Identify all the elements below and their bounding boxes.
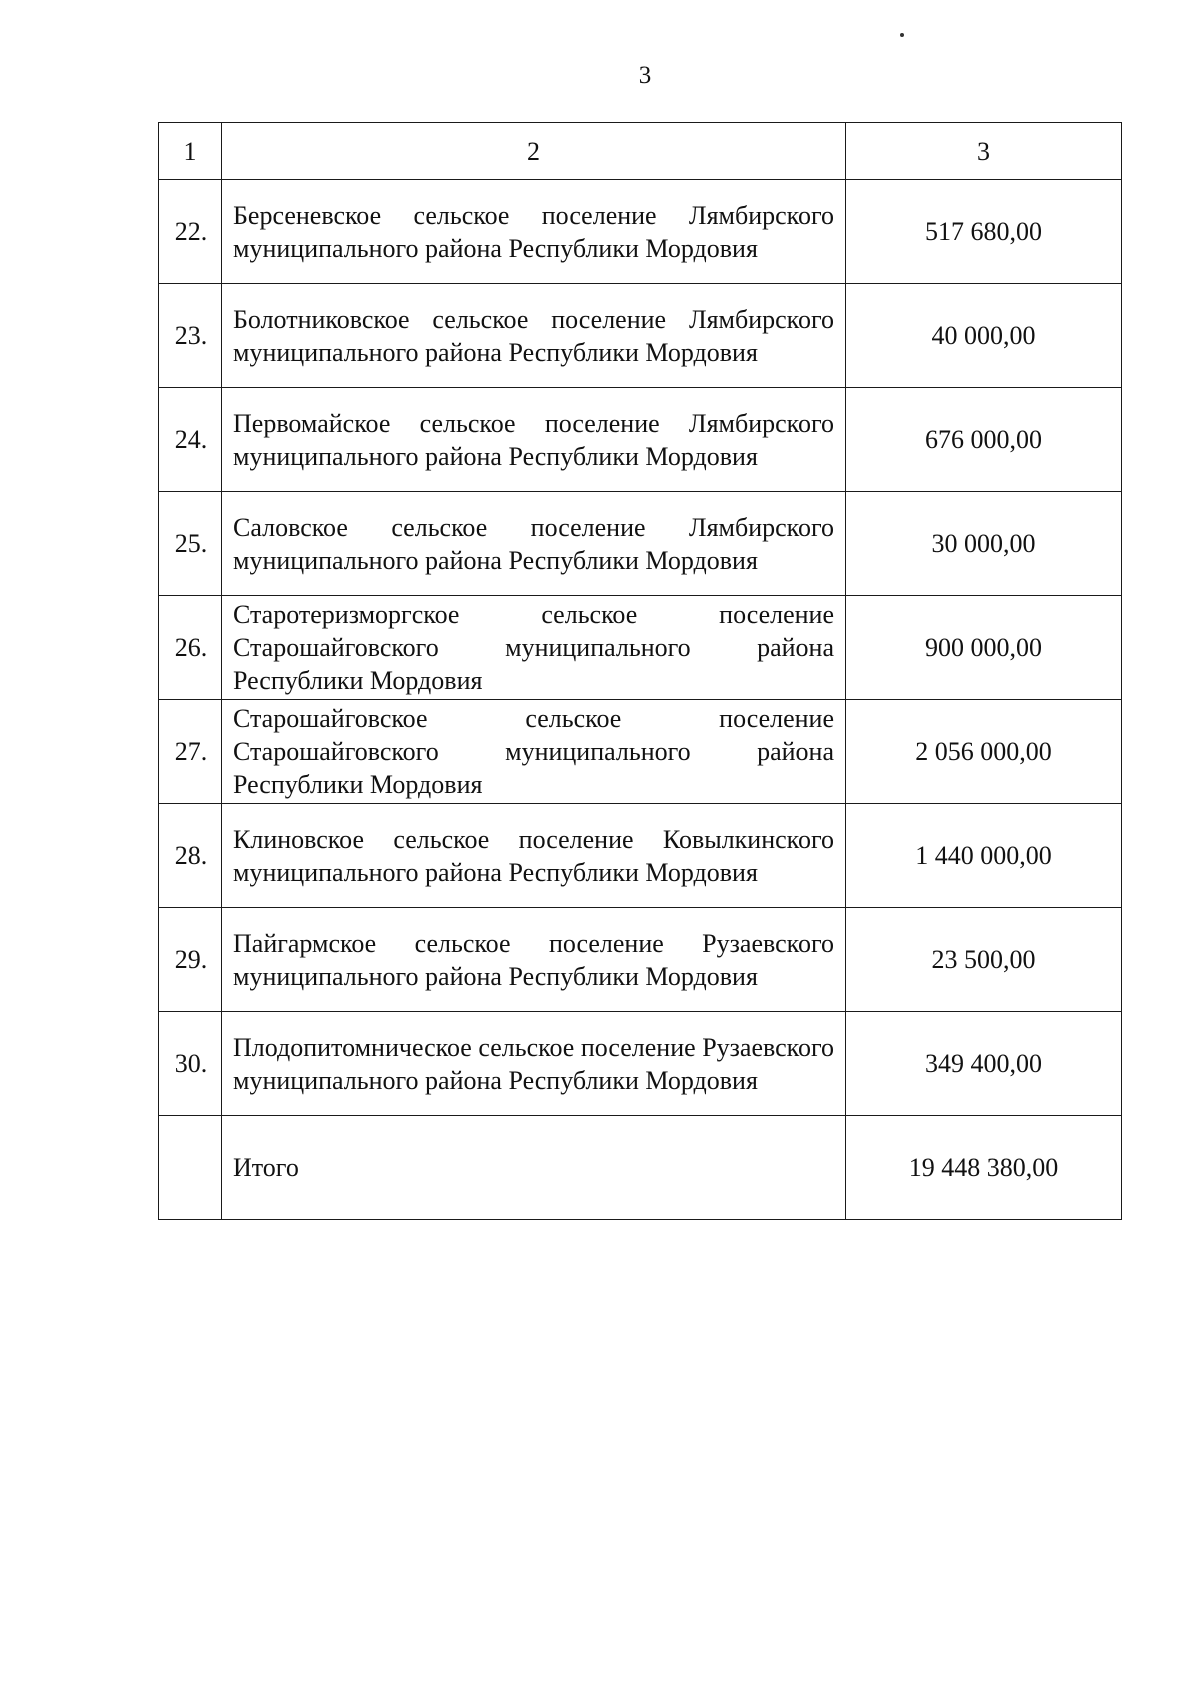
total-number <box>159 1116 222 1220</box>
amount: 1 440 000,00 <box>846 804 1122 908</box>
header-col-2: 2 <box>222 123 846 180</box>
table-row <box>159 804 1122 908</box>
settlement-name: Первомайское сельское поселение Лямбирского муниципального района Республики Мордовия <box>222 388 846 492</box>
settlement-name: Саловское сельское поселение Лямбирского муниципального района Республики Мордовия <box>222 492 846 596</box>
scan-speck <box>900 33 904 37</box>
amount: 30 000,00 <box>846 492 1122 596</box>
table-row <box>159 388 1122 492</box>
row-number: 28. <box>159 804 222 908</box>
row-number: 25. <box>159 492 222 596</box>
settlement-name: Старотеризморгское сельское поселение Старошайговского муниципального района Республики Мордовия <box>222 596 846 700</box>
row-number: 24. <box>159 388 222 492</box>
page-number: 3 <box>638 62 652 89</box>
table-row <box>159 180 1122 284</box>
row-number: 29. <box>159 908 222 1012</box>
table-row <box>159 700 1122 804</box>
amount: 2 056 000,00 <box>846 700 1122 804</box>
settlement-name: Плодопитомническое сельское поселение Рузаевского муниципального района Республики Мордовия <box>222 1012 846 1116</box>
header-col-1: 1 <box>159 123 222 180</box>
header-col-3: 3 <box>846 123 1122 180</box>
amount: 676 000,00 <box>846 388 1122 492</box>
amount: 23 500,00 <box>846 908 1122 1012</box>
row-number: 30. <box>159 1012 222 1116</box>
settlement-name: Старошайговское сельское поселение Старошайговского муниципального района Республики Мордовия <box>222 700 846 804</box>
table-row <box>159 1012 1122 1116</box>
allocation-table <box>158 122 1122 1220</box>
table-row <box>159 908 1122 1012</box>
amount: 349 400,00 <box>846 1012 1122 1116</box>
row-number: 22. <box>159 180 222 284</box>
settlement-name: Клиновское сельское поселение Ковылкинского муниципального района Республики Мордовия <box>222 804 846 908</box>
row-number: 26. <box>159 596 222 700</box>
table-row <box>159 492 1122 596</box>
settlement-name: Болотниковское сельское поселение Лямбирского муниципального района Республики Мордовия <box>222 284 846 388</box>
table-row <box>159 596 1122 700</box>
table-row <box>159 284 1122 388</box>
total-label: Итого <box>222 1116 846 1220</box>
settlement-name: Пайгармское сельское поселение Рузаевского муниципального района Республики Мордовия <box>222 908 846 1012</box>
row-number: 27. <box>159 700 222 804</box>
amount: 900 000,00 <box>846 596 1122 700</box>
total-row <box>159 1116 1122 1220</box>
settlement-name: Берсеневское сельское поселение Лямбирского муниципального района Республики Мордовия <box>222 180 846 284</box>
row-number: 23. <box>159 284 222 388</box>
amount: 40 000,00 <box>846 284 1122 388</box>
header-row <box>159 123 1122 180</box>
amount: 517 680,00 <box>846 180 1122 284</box>
total-amount: 19 448 380,00 <box>846 1116 1122 1220</box>
